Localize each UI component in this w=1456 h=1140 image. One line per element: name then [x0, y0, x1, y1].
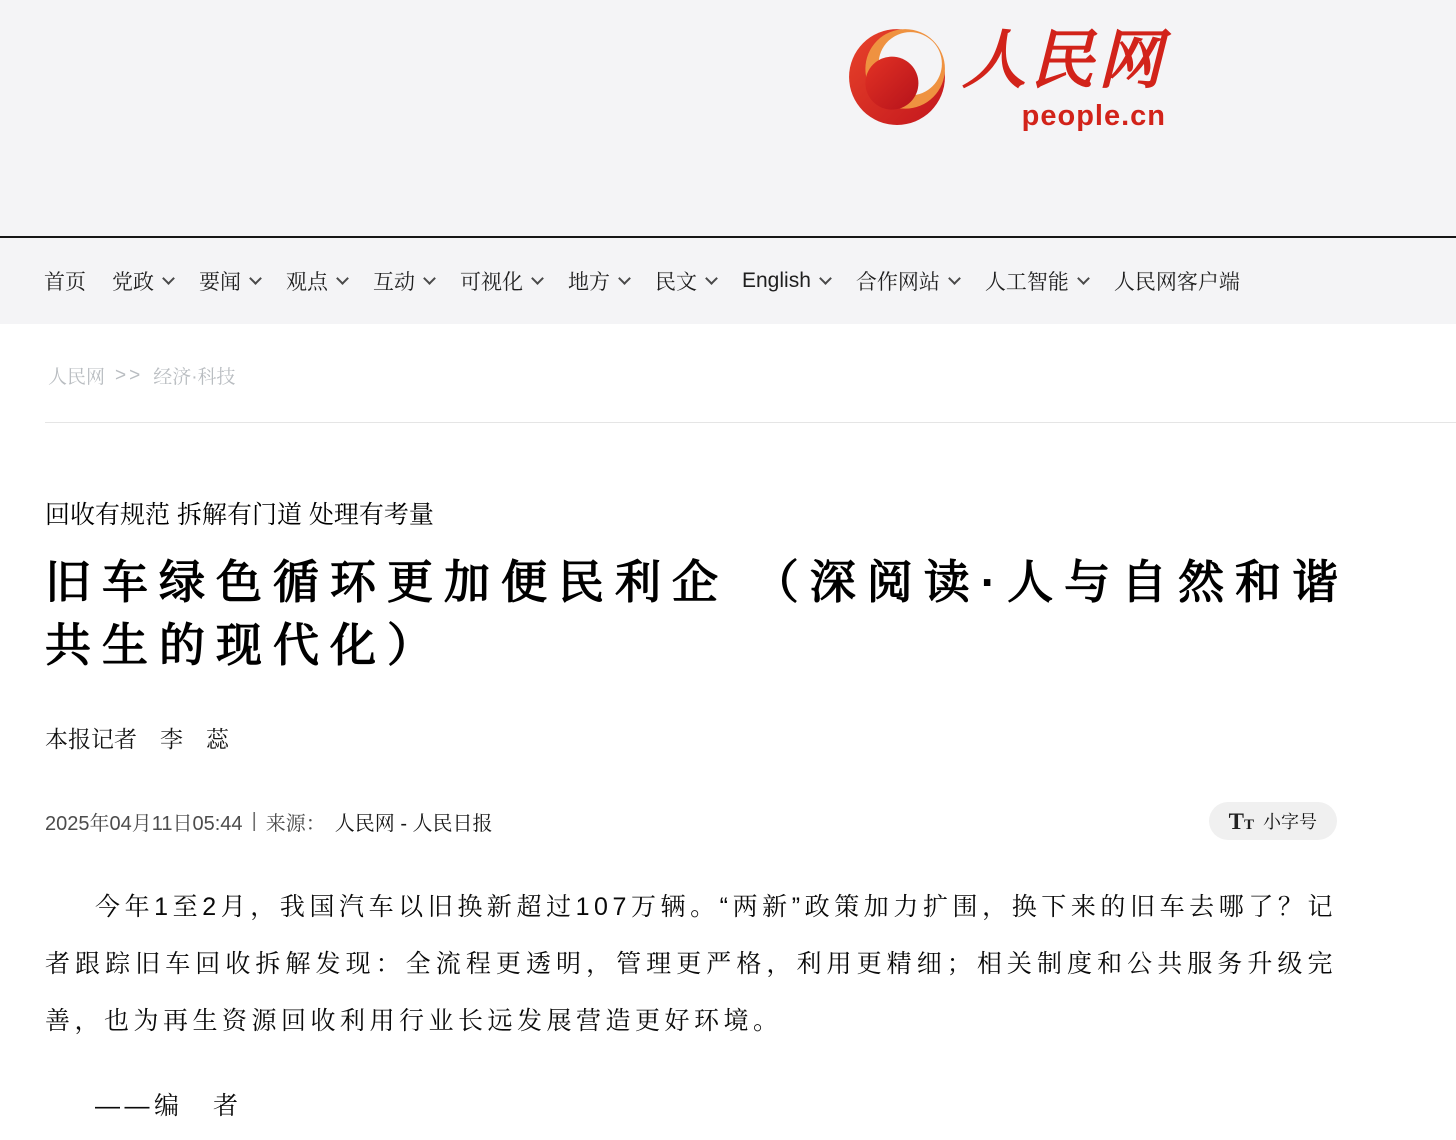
nav-item-ai[interactable] — [985, 266, 1088, 296]
nav-item-party-politics[interactable] — [112, 266, 173, 296]
chevron-down-icon — [819, 272, 832, 285]
article-byline: 本报记者 李 蕊 — [45, 726, 229, 752]
logo-text — [962, 22, 1166, 133]
nav-item-minority-languages[interactable] — [655, 266, 716, 296]
breadcrumb-separator: >> — [115, 364, 144, 386]
nav-item-label: 人工智能 — [984, 271, 1069, 294]
source-link[interactable]: 人民网 - 人民日报 — [334, 812, 493, 835]
article-title: 旧车绿色循环更加便民利企 （深阅读·人与自然和谐共生的现代化） — [45, 556, 1350, 671]
nav-item-label: 地方 — [568, 271, 610, 294]
font-size-button-label: 小字号 — [1263, 812, 1317, 832]
breadcrumb-site-link[interactable]: 人民网 — [48, 367, 106, 388]
nav-item-client-app[interactable] — [1114, 266, 1240, 296]
nav-item-label: 首页 — [44, 271, 86, 294]
nav-item-label: 民文 — [655, 271, 697, 294]
chevron-down-icon — [948, 272, 961, 285]
nav-item-opinions[interactable] — [286, 266, 347, 296]
nav-item-label: 可视化 — [460, 271, 523, 294]
breadcrumb-section-link[interactable]: 经济·科技 — [153, 367, 236, 388]
nav-item-label: 要闻 — [199, 271, 241, 294]
logo-domain: people.cn — [1021, 100, 1166, 132]
source-label: 来源： — [265, 812, 326, 835]
font-size-icon: T T — [1228, 808, 1254, 834]
content-divider — [45, 422, 1456, 423]
site-logo[interactable] — [846, 22, 1166, 133]
nav-item-home[interactable] — [44, 266, 86, 296]
nav-item-label: 互动 — [373, 271, 415, 294]
nav-item-top-news[interactable] — [199, 266, 260, 296]
nav-item-partner-sites[interactable] — [856, 266, 959, 296]
article-meta-row — [45, 802, 1337, 840]
nav-item-local[interactable] — [568, 266, 629, 296]
nav-item-label: 人民网客户端 — [1113, 271, 1240, 294]
nav-item-visualization[interactable] — [460, 266, 542, 296]
nav-item-english[interactable] — [742, 269, 830, 293]
chevron-down-icon — [423, 272, 436, 285]
publish-date: 2025年04月11日05:44 — [45, 812, 243, 835]
breadcrumb — [0, 324, 1456, 389]
logo-site-name: 人民网 — [962, 25, 1166, 96]
meta-separator: | — [251, 809, 257, 832]
nav-item-label: English — [742, 269, 811, 292]
main-nav — [0, 238, 1456, 324]
chevron-down-icon — [162, 272, 175, 285]
nav-item-interaction[interactable] — [373, 266, 434, 296]
chevron-down-icon — [531, 272, 544, 285]
chevron-down-icon — [336, 272, 349, 285]
chevron-down-icon — [249, 272, 262, 285]
nav-item-label: 合作网站 — [855, 271, 940, 294]
site-header — [0, 0, 1456, 238]
chevron-down-icon — [1077, 272, 1090, 285]
nav-item-label: 观点 — [286, 271, 328, 294]
chevron-down-icon — [618, 272, 631, 285]
font-size-button[interactable] — [1209, 802, 1337, 840]
article — [45, 495, 1350, 1135]
editor-note: ——编 者 — [95, 1092, 243, 1120]
article-kicker: 回收有规范 拆解有门道 处理有考量 — [45, 501, 434, 529]
logo-globe-icon — [846, 22, 948, 128]
article-meta — [45, 807, 493, 836]
nav-item-label: 党政 — [112, 271, 154, 294]
chevron-down-icon — [705, 272, 718, 285]
article-paragraph: 今年1至2月，我国汽车以旧换新超过107万辆。“两新”政策加力扩围，换下来的旧车去哪了？记者跟踪旧车回收拆解发现：全流程更透明，管理更严格，利用更精细；相关制度和公共服务升级完善，也为再生资源回收利用行业长远发展营造更好环境。 — [45, 893, 1337, 1035]
